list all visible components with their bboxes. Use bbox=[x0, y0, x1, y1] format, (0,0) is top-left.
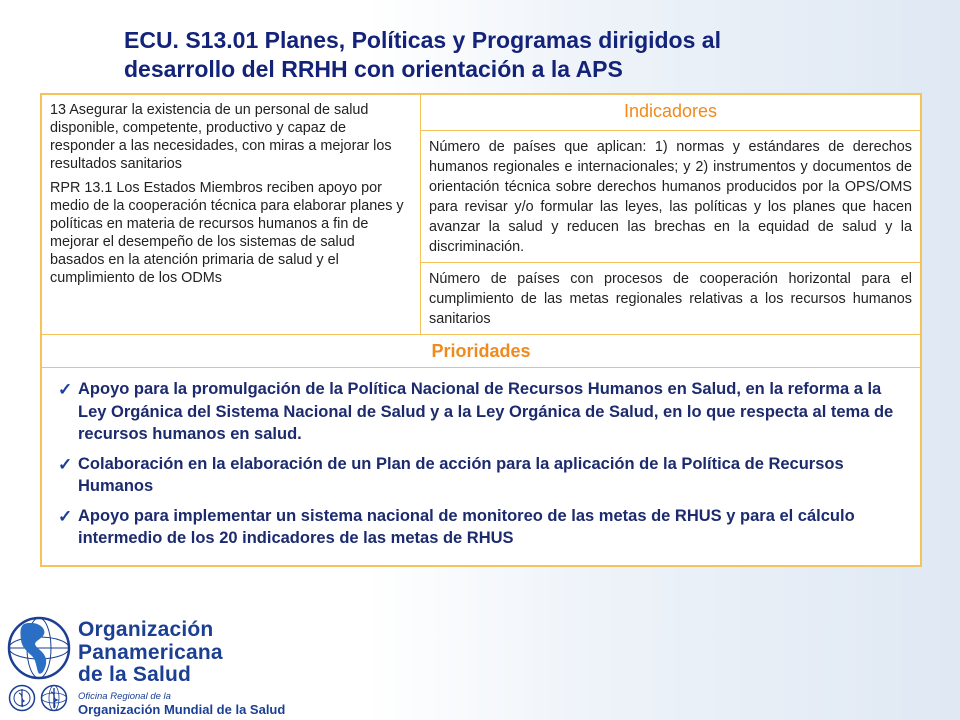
org-name-line-1: Organización bbox=[78, 618, 214, 641]
indicators-header: Indicadores bbox=[421, 94, 922, 131]
paho-emblem-icon bbox=[8, 684, 36, 712]
indicator-1: Número de países que aplican: 1) normas y estándares de derechos humanos regionales e internacionales; y 2) instrumentos y documentos de orientación técnica sobre derechos humanos producidos por la OPS/OMS para revisar y/o formular las leyes, las políticas y los planes que hacen avanzar la salud y reducen las brechas en la equidad de salud y la discriminación. bbox=[421, 131, 922, 263]
priorities-cell bbox=[41, 368, 921, 566]
checkmark-icon: ✓ bbox=[58, 506, 73, 526]
priority-item bbox=[58, 453, 906, 498]
title-line-1: ECU. S13.01 Planes, Políticas y Programas dirigidos al bbox=[124, 27, 721, 53]
title-line-2: desarrollo del RRHH con orientación a la APS bbox=[124, 56, 623, 82]
checkmark-icon: ✓ bbox=[58, 380, 73, 399]
who-emblem-icon bbox=[40, 684, 68, 712]
org-name-line-3: de la Salud bbox=[78, 663, 192, 686]
priority-text: Colaboración en la elaboración de un Plan de acción para la aplicación de la Política de Recursos Humanos bbox=[78, 454, 844, 495]
americas-globe-icon bbox=[6, 612, 72, 684]
strategic-objective-text: 13 Asegurar la existencia de un personal de salud disponible, competente, productivo y capaz de responder a las necesidades, con miras a mejorar los resultados sanitarios bbox=[50, 102, 392, 172]
objective-cell bbox=[41, 94, 421, 335]
checkmark-icon: ✓ bbox=[58, 454, 73, 474]
priority-text: Apoyo para implementar un sistema nacional de monitoreo de las metas de RHUS y para el cálculo intermedio de los 20 indicadores de las metas de RHUS bbox=[78, 506, 855, 547]
regional-office-label: Oficina Regional de la bbox=[78, 691, 171, 702]
who-name: Organización Mundial de la Salud bbox=[78, 702, 286, 717]
indicator-2: Número de países con procesos de cooperación horizontal para el cumplimiento de las metas regionales relativas a los recursos humanos sanitarios bbox=[421, 263, 922, 335]
paho-logo bbox=[6, 612, 336, 720]
rpr-text: RPR 13.1 Los Estados Miembros reciben apoyo por medio de la cooperación técnica para elaborar planes y políticas en materia de recursos humanos a fin de mejorar el desempeño de los sistemas de salud basados en la atención primaria de salud y el cumplimiento de los ODMs bbox=[50, 180, 404, 286]
priorities-header: Prioridades bbox=[41, 335, 921, 368]
organization-name bbox=[78, 619, 223, 687]
objectives-table bbox=[40, 93, 922, 567]
org-name-line-2: Panamericana bbox=[78, 640, 223, 664]
who-regional-office bbox=[78, 691, 285, 717]
priority-item bbox=[58, 378, 906, 446]
priority-text: Apoyo para la promulgación de la Política Nacional de Recursos Humanos en Salud, en la reforma a la Ley Orgánica del Sistema Nacional de Salud y a la Ley Orgánica de Salud, en lo que respecta al tema de recursos humanos en salud. bbox=[78, 380, 894, 443]
slide-title bbox=[124, 26, 924, 84]
priority-item bbox=[58, 505, 906, 550]
